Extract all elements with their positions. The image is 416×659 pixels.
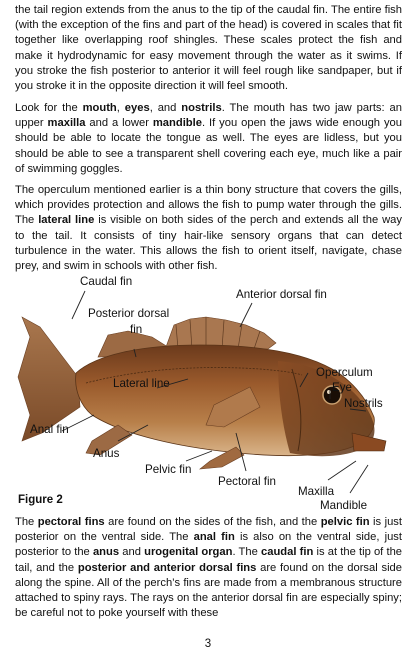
label-pelvic-fin: Pelvic fin — [145, 463, 192, 476]
bold-term: anus — [92, 546, 120, 559]
text-run: . If you open the jaws wide enough you should be able to locate the tongue as well. The eyes are lidless, but you should be able to see a transparent shell covering each eye, much like a pair of swimming goggles. — [15, 117, 402, 175]
bold-term: pelvic fin — [320, 516, 370, 528]
label-maxilla: Maxilla — [298, 485, 335, 498]
bold-term: caudal fin — [261, 546, 314, 559]
text-run: and — [119, 546, 145, 559]
text-run: the tail region extends from the anus to the tip of the caudal fin. The entire fish (with the exception of the fins and part of the head) is covered in scales that fit together like overlapping roof shingles. These scales protect the fish and make it hydrodynamic for easy movement through the water as it swims. If you stroke the fish posterior to anterior it will feel rough like sandpaper, but if you stroke it in the opposite direction it will feel smooth. — [15, 4, 402, 93]
label-caudal-fin: Caudal fin — [80, 275, 133, 288]
text-run: , and — [149, 102, 182, 114]
label-lateral-line: Lateral line — [113, 377, 170, 390]
text-run: The — [15, 516, 38, 528]
perch-illustration — [0, 265, 416, 515]
text-run: The operculum mentioned earlier is a thin bony structure that covers the gills, which provides protection and allows the fish to pump water through the gills. The — [15, 184, 402, 227]
text-run: is visible on both sides of the perch and extends all the way to the tail. It consists of tiny hair-like sensory organs that can detect turbulence in the water. This allows the fish to orient itself, navigate, chase prey, and swim in schools with other fish. — [15, 214, 402, 273]
text-run: is just posterior on the ventral side. The — [15, 516, 402, 544]
bold-term: nostrils — [181, 102, 222, 114]
text-run: Look for the — [15, 102, 83, 114]
figure-perch-anatomy — [0, 265, 416, 515]
text-run: is at the tip of the tail, and the — [15, 546, 403, 574]
label-anal-fin: Anal fin — [30, 423, 69, 436]
bold-term: mandible — [152, 117, 202, 130]
label-anus: Anus — [93, 447, 120, 460]
label-eye: Eye — [332, 381, 352, 394]
bold-term: eyes — [124, 102, 150, 114]
bold-term: anal fin — [193, 531, 235, 544]
text-run: are found on the dorsal side along the spine. All of the perch’s fins are made from a membranous structure attached to spiny rays. The rays on the anterior dorsal fin are especially spiny; be careful not to poke yourself with these — [15, 561, 402, 620]
label-anterior-dorsal-fin: Anterior dorsal fin — [236, 288, 327, 301]
label-operculum: Operculum — [316, 366, 373, 379]
label-nostrils: Nostrils — [344, 397, 383, 410]
paragraph-scales — [15, 3, 402, 94]
text-run: , — [116, 102, 125, 114]
page-number: 3 — [204, 638, 212, 650]
bold-term: mouth — [82, 102, 117, 114]
bold-term: urogenital organ — [144, 546, 233, 559]
label-posterior-dorsal-fin-line2: fin — [130, 323, 143, 336]
paragraph-mouth-eyes — [15, 101, 402, 177]
bold-term: lateral line — [38, 214, 95, 227]
bold-term: posterior and anterior dorsal fins — [77, 561, 257, 574]
label-posterior-dorsal-fin-line1: Posterior dorsal — [88, 307, 170, 320]
bold-term: maxilla — [47, 117, 86, 130]
figure-caption: Figure 2 — [18, 494, 63, 506]
text-run: . The — [232, 546, 261, 559]
paragraph-fins — [15, 515, 402, 621]
bold-term: pectoral fins — [37, 516, 105, 528]
label-mandible: Mandible — [320, 499, 368, 512]
text-run: are found on the sides of the fish, and the — [104, 516, 321, 528]
label-pectoral-fin: Pectoral fin — [218, 475, 276, 488]
text-run: is also on the ventral side, just posterior to the — [15, 531, 402, 559]
text-run: and a lower — [85, 117, 153, 130]
paragraph-operculum-lateral-line — [15, 183, 402, 274]
text-run: . The mouth has two jaw parts: an upper — [15, 102, 402, 130]
